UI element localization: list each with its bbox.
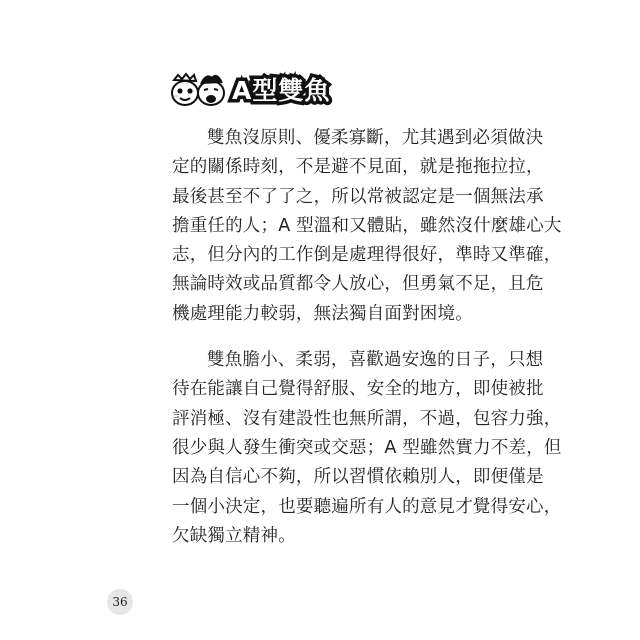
paragraph-line: 很少與人發生衝突或交惡；A 型雖然實力不差，但 (172, 437, 562, 458)
paragraph-line: 欠缺獨立精神。 (172, 525, 296, 546)
paragraph-line: 擔重任的人；A 型溫和又體貼，雖然沒什麼雄心大 (172, 215, 562, 236)
paragraph-line: 一個小決定，也要聽遍所有人的意見才覺得安心， (172, 496, 562, 517)
paragraph-line: 雙魚膽小、柔弱，喜歡過安逸的日子，只想 (207, 350, 544, 371)
paragraph-line: 機處理能力較弱，無法獨自面對困境。 (172, 303, 473, 324)
paragraph-line: 評消極、沒有建設性也無所謂，不過，包容力強， (172, 408, 562, 429)
paragraph-line: 無論時效或品質都令人放心，但勇氣不足，且危 (172, 274, 544, 295)
paragraph-2 (172, 346, 562, 551)
two-cartoon-faces-icon (168, 72, 228, 108)
paragraph-line: 定的關係時刻，不是避不見面，就是拖拖拉拉， (172, 157, 544, 178)
paragraph-line: 雙魚沒原則、優柔寡斷，尤其遇到必須做決 (207, 128, 544, 148)
paragraph-1 (172, 124, 562, 329)
paragraph-line: 待在能讓自己覺得舒服、安全的地方，即使被批 (172, 379, 544, 400)
paragraph-line: 最後甚至不了了之，所以常被認定是一個無法承 (172, 186, 544, 207)
section-heading (168, 70, 332, 110)
paragraph-line: 志，但分內的工作倒是處理得很好，準時又準確， (172, 245, 562, 266)
body-text (172, 124, 562, 551)
section-title: A型雙魚 (232, 75, 331, 105)
page-number: 36 (107, 589, 133, 615)
paragraph-line: 因為自信心不夠，所以習慣依賴別人，即便僅是 (172, 467, 544, 488)
